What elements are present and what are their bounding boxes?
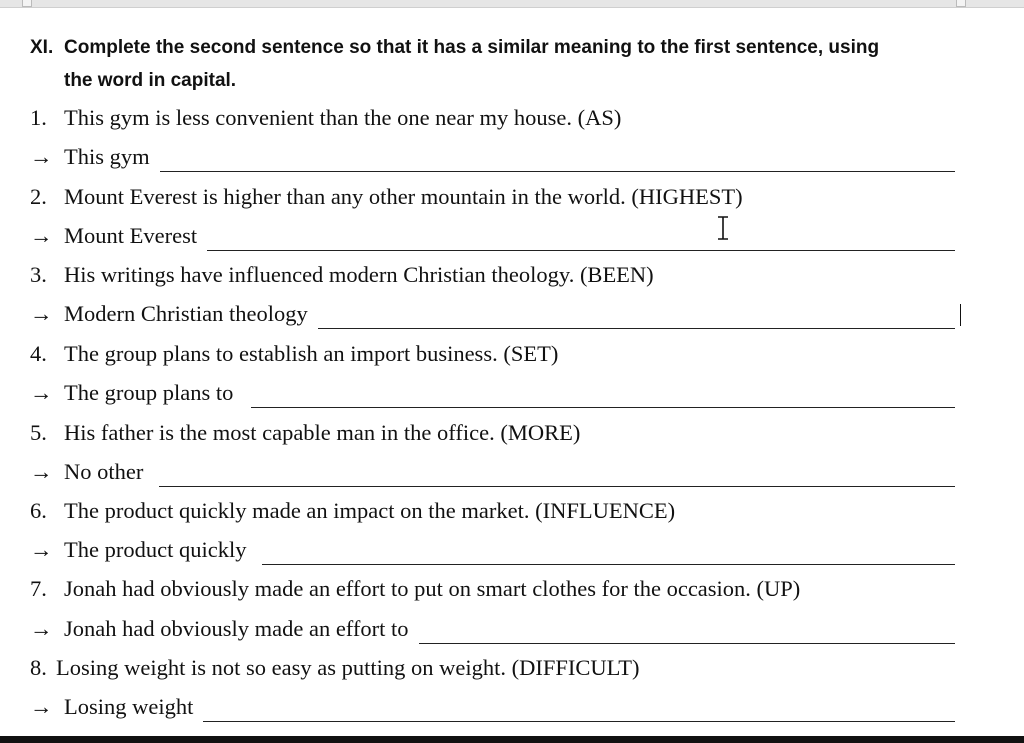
answer-row-6 <box>30 535 970 565</box>
window-bottom-bar <box>0 736 1024 743</box>
question-2 <box>30 182 970 212</box>
text-caret <box>960 304 961 326</box>
question-7 <box>30 574 970 604</box>
question-number: 7. <box>30 576 47 601</box>
arrow-icon: → <box>30 616 53 641</box>
answer-blank[interactable] <box>318 306 955 329</box>
answer-blank[interactable] <box>419 621 955 644</box>
answer-row-7 <box>30 614 970 644</box>
answer-start: Losing weight <box>64 694 194 719</box>
answer-start: This gym <box>64 144 150 169</box>
question-number: 2. <box>30 184 47 209</box>
question-sentence: Mount Everest is higher than any other mountain in the world. (HIGHEST) <box>64 184 743 209</box>
question-number: 4. <box>30 341 47 366</box>
question-6 <box>30 496 970 526</box>
answer-row-8 <box>30 692 970 722</box>
question-5 <box>30 418 970 448</box>
question-number: 1. <box>30 105 47 130</box>
question-sentence: His writings have influenced modern Christian theology. (BEEN) <box>64 262 654 287</box>
answer-blank[interactable] <box>207 228 955 251</box>
answer-blank[interactable] <box>251 385 955 408</box>
question-8 <box>30 653 970 683</box>
question-sentence: His father is the most capable man in the office. (MORE) <box>64 420 581 445</box>
answer-start: No other <box>64 459 144 484</box>
answer-start: The group plans to <box>64 380 234 405</box>
heading-number: XI. <box>30 37 54 58</box>
answer-blank[interactable] <box>203 699 955 722</box>
question-1 <box>30 103 970 133</box>
question-number: 3. <box>30 262 47 287</box>
answer-row-3 <box>30 299 970 329</box>
answer-row-2 <box>30 221 970 251</box>
text-cursor-icon <box>716 216 730 240</box>
answer-start: Mount Everest <box>64 223 198 248</box>
ruler-marker-left[interactable] <box>22 0 32 7</box>
answer-start: The product quickly <box>64 537 247 562</box>
answer-blank[interactable] <box>160 149 955 172</box>
answer-row-5 <box>30 457 970 487</box>
answer-blank[interactable] <box>262 542 955 565</box>
ruler-marker-right[interactable] <box>956 0 966 7</box>
arrow-icon: → <box>30 301 53 326</box>
arrow-icon: → <box>30 144 53 169</box>
heading-line-2: the word in capital. <box>64 70 237 91</box>
answer-row-1 <box>30 142 970 172</box>
question-sentence: This gym is less convenient than the one near my house. (AS) <box>64 105 622 130</box>
answer-row-4 <box>30 378 970 408</box>
question-number: 5. <box>30 420 47 445</box>
heading-line-1: Complete the second sentence so that it has a similar meaning to the first sentence, using <box>64 37 880 58</box>
question-sentence: The product quickly made an impact on the market. (INFLUENCE) <box>64 498 676 523</box>
question-number: 8. <box>30 655 47 680</box>
question-4 <box>30 339 970 369</box>
arrow-icon: → <box>30 380 53 405</box>
window-top-bar <box>0 0 1024 8</box>
question-sentence: Losing weight is not so easy as putting on weight. (DIFFICULT) <box>56 655 640 680</box>
arrow-icon: → <box>30 459 53 484</box>
exercise-heading <box>30 31 980 97</box>
question-sentence: The group plans to establish an import business. (SET) <box>64 341 559 366</box>
answer-blank[interactable] <box>159 464 955 487</box>
arrow-icon: → <box>30 694 53 719</box>
arrow-icon: → <box>30 537 53 562</box>
question-3 <box>30 260 970 290</box>
answer-start: Modern Christian theology <box>64 301 308 326</box>
question-number: 6. <box>30 498 47 523</box>
arrow-icon: → <box>30 223 53 248</box>
question-sentence: Jonah had obviously made an effort to put on smart clothes for the occasion. (UP) <box>64 576 801 601</box>
answer-start: Jonah had obviously made an effort to <box>64 616 409 641</box>
